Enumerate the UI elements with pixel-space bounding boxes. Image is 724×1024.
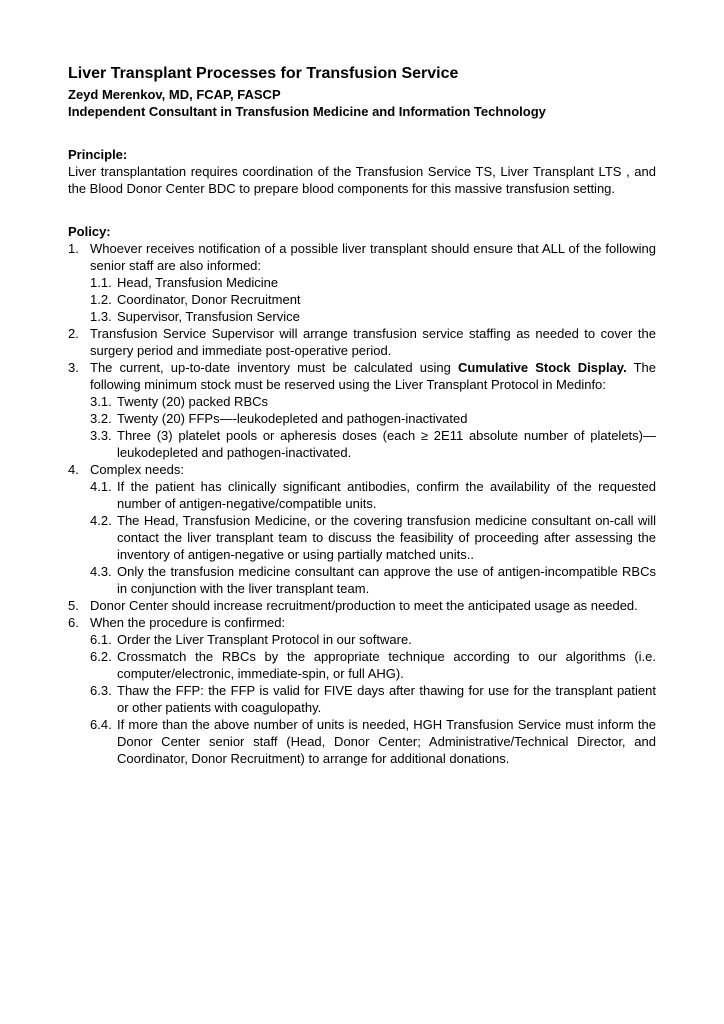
policy-item-1 [68,240,656,325]
item-text: Transfusion Service Supervisor will arrange transfusion service staffing as needed to cover the surgery period and immediate post-operative period. [90,326,656,358]
policy-subitem-4-2 [90,512,656,563]
subitem-number: 1.3. [90,309,112,324]
item-text-post: The following minimum stock must be reserved using the Liver Transplant Protocol in Medinfo: [90,360,657,392]
principle-paragraph: Liver transplantation requires coordination of the Transfusion Service TS, Liver Transplant LTS , and the Blood Donor Center BDC to prepare blood components for this massive transfusion setting. [68,164,656,196]
item-text [90,359,656,393]
policy-subitem-3-1 [90,393,656,410]
subitem-number: 4.1. [90,479,112,494]
policy-subitem-6-3 [90,682,656,716]
item-number: 3. [68,360,79,375]
subitem-number: 6.2. [90,649,112,664]
policy-subitem-6-1 [90,631,656,648]
subitem-number: 6.1. [90,632,112,647]
item-text-pre: The current, up-to-date inventory must be calculated using [90,360,458,375]
subitem-text: If the patient has clinically significant antibodies, confirm the availability of the requested number of antigen-negative/compatible units. [117,479,656,511]
item-text: Whoever receives notification of a possible liver transplant should ensure that ALL of the following senior staff are also informed: [90,241,656,273]
item-number: 5. [68,598,79,613]
document-content [68,64,656,767]
document-title: Liver Transplant Processes for Transfusion Service [68,65,459,82]
subitem-number: 1.1. [90,275,112,290]
subitem-number: 3.3. [90,428,112,443]
item-text: Donor Center should increase recruitment/production to meet the anticipated usage as needed. [90,598,638,613]
subitem-text: The Head, Transfusion Medicine, or the covering transfusion medicine consultant on-call will contact the liver transplant team to discuss the feasibility of proceeding after assessing the inventory of antigen-negative or using partially matched units.. [117,513,656,562]
subitem-number: 4.2. [90,513,112,528]
policy-subitem-1-1 [90,274,656,291]
subitem-text: If more than the above number of units is needed, HGH Transfusion Service must inform the Donor Center senior staff (Head, Donor Center; Administrative/Technical Director, and Coordinator, Donor Recruitment) to arrange for additional donations. [117,717,656,766]
item-number: 4. [68,462,79,477]
subitem-text: Only the transfusion medicine consultant can approve the use of antigen-incompatible RBCs in conjunction with the liver transplant team. [117,564,656,596]
subitem-text: Twenty (20) packed RBCs [117,394,269,409]
policy-subitem-3-3 [90,427,656,461]
policy-subitem-3-2 [90,410,656,427]
subitem-number: 1.2. [90,292,112,307]
subitem-text: Coordinator, Donor Recruitment [117,292,301,307]
policy-subitem-1-2 [90,291,656,308]
subitem-number: 3.1. [90,394,112,409]
policy-item-4 [68,461,656,597]
policy-subitem-4-1 [90,478,656,512]
subitem-number: 6.3. [90,683,112,698]
item-number: 6. [68,615,79,630]
policy-heading: Policy: [68,224,111,239]
subitem-number: 6.4. [90,717,112,732]
subitem-text: Supervisor, Transfusion Service [117,309,300,324]
policy-subitem-1-3 [90,308,656,325]
item-number: 2. [68,326,79,341]
spacer [68,197,656,223]
subitem-number: 4.3. [90,564,112,579]
policy-list [68,240,656,767]
subitem-text: Crossmatch the RBCs by the appropriate technique according to our algorithms (i.e. computer/electronic, immediate-spin, or full AHG). [117,649,656,681]
policy-subitem-6-4 [90,716,656,767]
item-text: When the procedure is confirmed: [90,615,286,630]
policy-item-6 [68,614,656,767]
author-role: Independent Consultant in Transfusion Medicine and Information Technology [68,104,546,119]
policy-item-5 [68,597,656,614]
subitem-text: Three (3) platelet pools or apheresis doses (each ≥ 2E11 absolute number of platelets)—leukodepleted and pathogen-inactivated. [117,428,656,460]
subitem-text: Twenty (20) FFPs—-leukodepleted and pathogen-inactivated [117,411,468,426]
subitem-number: 3.2. [90,411,112,426]
policy-subitem-4-3 [90,563,656,597]
subitem-text: Order the Liver Transplant Protocol in our software. [117,632,412,647]
item-text: Complex needs: [90,462,184,477]
subitem-text: Head, Transfusion Medicine [117,275,279,290]
item-number: 1. [68,241,79,256]
item-text-bold: Cumulative Stock Display. [458,360,627,375]
policy-item-2 [68,325,656,359]
spacer [68,120,656,146]
subitem-text: Thaw the FFP: the FFP is valid for FIVE days after thawing for use for the transplant patient or other patients with coagulopathy. [117,683,656,715]
policy-subitem-6-2 [90,648,656,682]
author-byline: Zeyd Merenkov, MD, FCAP, FASCP [68,87,281,102]
policy-item-3 [68,359,656,461]
principle-heading: Principle: [68,147,128,162]
